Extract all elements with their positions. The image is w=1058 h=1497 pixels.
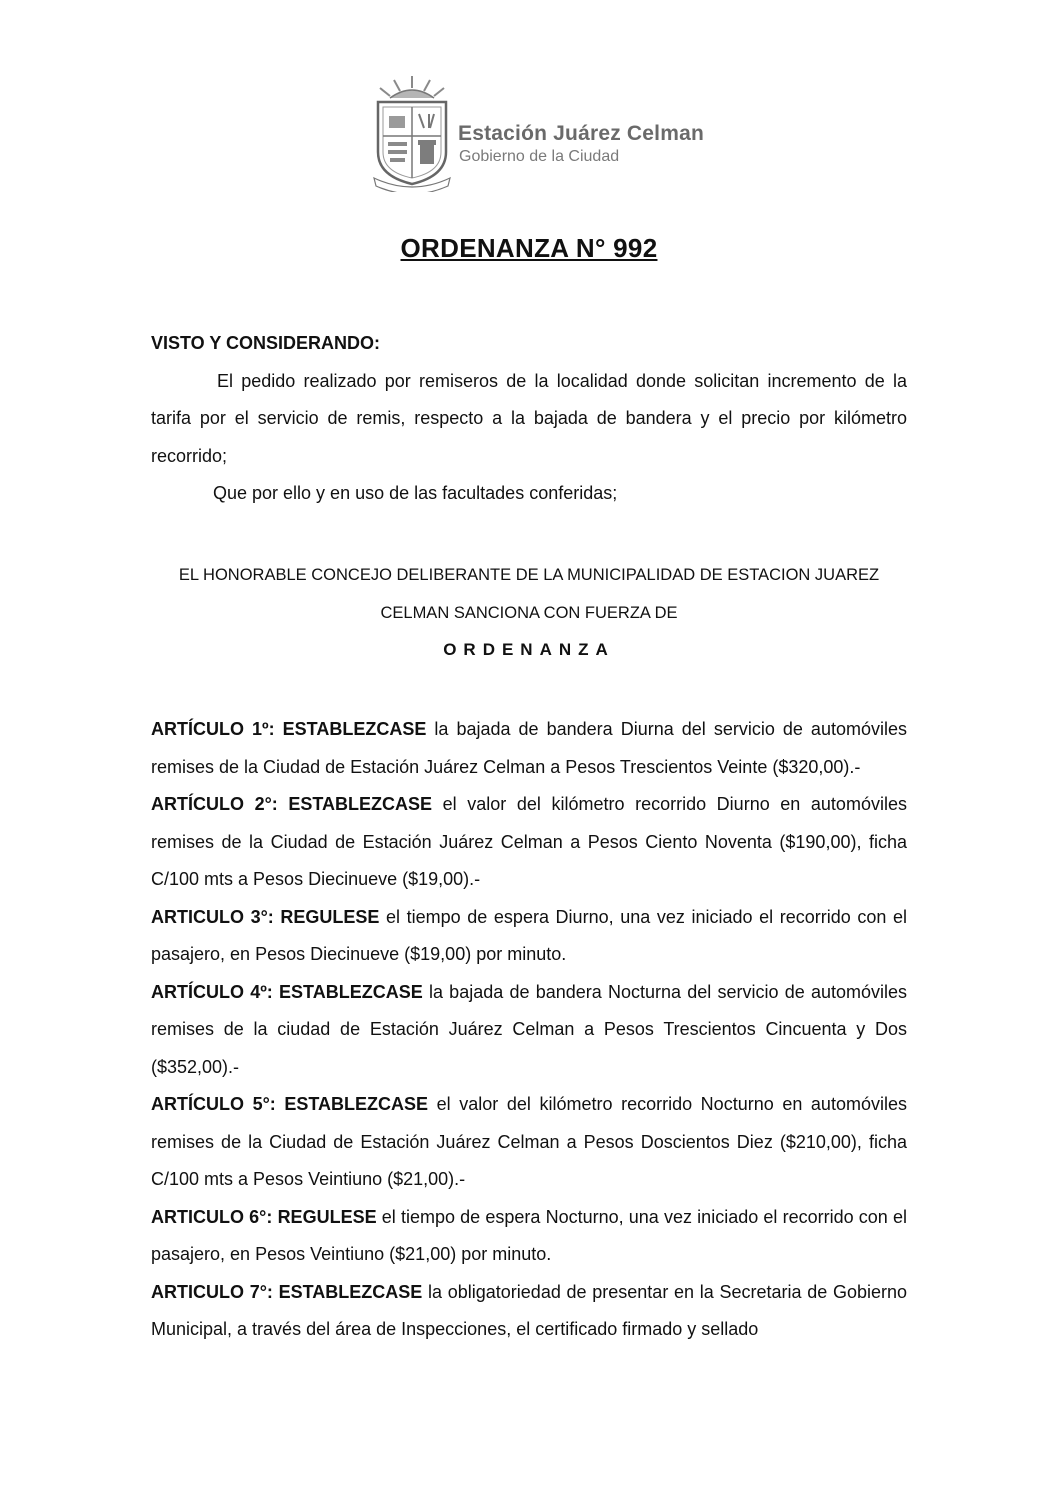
article-verb: ESTABLEZCASE: [279, 981, 423, 1002]
article: [151, 711, 907, 786]
visto-section: [151, 325, 907, 513]
council-line: EL HONORABLE CONCEJO DELIBERANTE DE LA MUNICIPALIDAD DE ESTACION JUAREZ: [178, 566, 880, 584]
article: [151, 899, 907, 974]
article-label: ARTICULO 6°:: [151, 1206, 273, 1227]
brand-name: Estación Juárez Celman: [458, 122, 704, 145]
council-statement: [130, 557, 928, 632]
council-line: CELMAN SANCIONA CON FUERZA DE: [380, 603, 678, 622]
article: [151, 1274, 907, 1349]
considerando-paragraph: Que por ello y en uso de las facultades conferidas;: [213, 483, 618, 503]
article-label: ARTÍCULO 2°:: [151, 794, 278, 814]
document-title: ORDENANZA N° 992: [400, 233, 658, 263]
article-verb: ESTABLEZCASE: [284, 1094, 429, 1114]
article-label: ARTÍCULO 1º:: [151, 719, 275, 739]
article: [151, 1199, 907, 1274]
brand-subtitle: Gobierno de la Ciudad: [459, 148, 620, 165]
article-label: ARTÍCULO 4º:: [151, 981, 273, 1002]
article: [151, 1086, 907, 1199]
article-text: la obligatoriedad de presentar en la Secretaria de Gobierno Municipal, a través del área de Inspecciones, el certificado firmado y sellado: [151, 1281, 907, 1339]
article-text: la bajada de bandera Nocturna del servicio de automóviles remises de la ciudad de Estación Juárez Celman a Pesos Trescientos Cincuenta y Dos ($352,00).-: [151, 981, 907, 1077]
letterhead: [364, 74, 724, 194]
article-text: el tiempo de espera Diurno, una vez iniciado el recorrido con el pasajero, en Pesos Diecinueve ($19,00) por minuto.: [151, 906, 907, 964]
article-verb: REGULESE: [277, 1206, 377, 1227]
article-text: el tiempo de espera Nocturno, una vez iniciado el recorrido con el pasajero, en Pesos Veintiuno ($21,00) por minuto.: [151, 1206, 907, 1264]
ordenanza-heading: ORDENANZA: [443, 640, 615, 659]
article-text: la bajada de bandera Diurna del servicio de automóviles remises de la Ciudad de Estación Juárez Celman a Pesos Trescientos Veinte ($320,00).-: [151, 719, 907, 777]
article-label: ARTICULO 3°:: [151, 906, 274, 927]
article-verb: ESTABLEZCASE: [282, 719, 427, 739]
articles-list: [151, 711, 907, 1349]
article-verb: REGULESE: [280, 906, 380, 927]
article-label: ARTICULO 7°:: [151, 1281, 273, 1302]
article-verb: ESTABLEZCASE: [288, 794, 433, 814]
article-text: el valor del kilómetro recorrido Nocturno en automóviles remises de la Ciudad de Estación Juárez Celman a Pesos Doscientos Diez ($210,00), ficha C/100 mts a Pesos Veintiuno ($21,00).-: [151, 1094, 907, 1189]
article: [151, 974, 907, 1087]
visto-paragraph: El pedido realizado por remiseros de la localidad donde solicitan incremento de la tarifa por el servicio de remis, respecto a la bajada de bandera y el precio por kilómetro recorrido;: [151, 370, 907, 466]
coat-of-arms-icon: [364, 74, 460, 192]
article: [151, 786, 907, 899]
article-label: ARTÍCULO 5°:: [151, 1094, 276, 1114]
article-text: el valor del kilómetro recorrido Diurno en automóviles remises de la Ciudad de Estación Juárez Celman a Pesos Ciento Noventa ($190,00), ficha C/100 mts a Pesos Diecinueve ($19,00).-: [151, 794, 907, 889]
article-verb: ESTABLEZCASE: [278, 1281, 423, 1302]
visto-heading: VISTO Y CONSIDERANDO:: [151, 333, 381, 353]
